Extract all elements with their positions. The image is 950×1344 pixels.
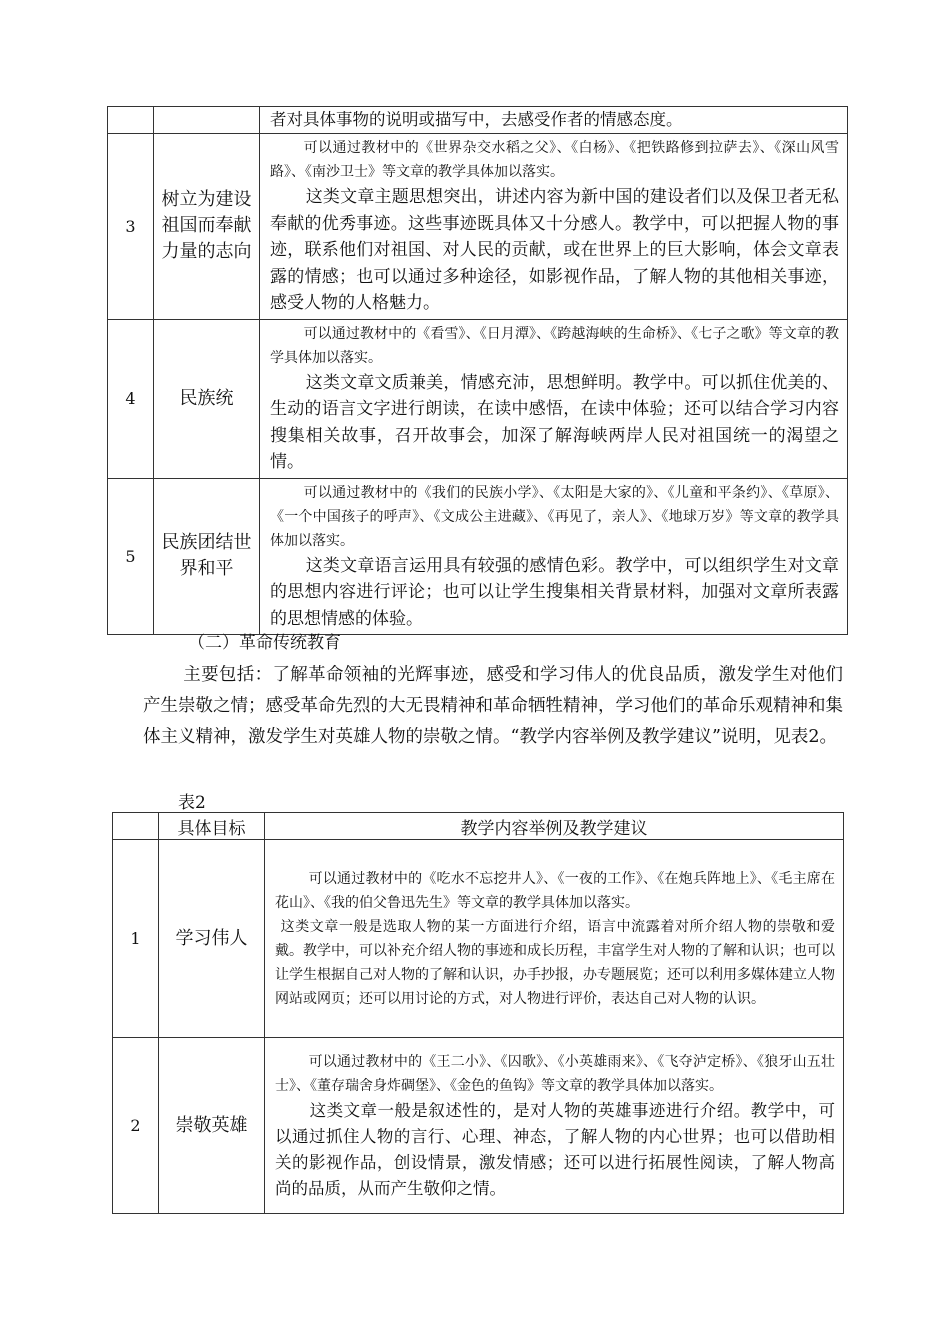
row-number [108, 107, 154, 134]
table-caption: 表2 [178, 793, 206, 813]
table-row [108, 319, 848, 478]
row-goal [154, 107, 260, 134]
content-suggestion: 这类文章语言运用具有较强的感情色彩。教学中，可以组织学生对文章的思想内容进行评论；也可以让学生搜集相关背景材料，加强对文章所表露的思想情感的体验。 [270, 555, 839, 629]
row-goal: 崇敬英雄 [159, 1038, 265, 1214]
section-heading: （二）革命传统教育 [188, 633, 341, 653]
content-examples: 可以通过教材中的《看雪》、《日月潭》、《跨越海峡的生命桥》、《七子之歌》等文章的教学具体加以落实。 [270, 325, 839, 366]
goals-table-2 [112, 812, 844, 1214]
content-suggestion: 这类文章文质兼美，情感充沛，思想鲜明。教学中。可以抓住优美的、生动的语言文字进行朗读，在读中感悟，在读中体验；还可以结合学习内容搜集相关故事，召开故事会，加深了解海峡两岸人民对祖国统一的渴望之情。 [270, 372, 839, 472]
row-number: 5 [108, 478, 154, 635]
table-header-row [113, 813, 844, 840]
content-examples: 可以通过教材中的《世界杂交水稻之父》、《白杨》、《把铁路修到拉萨去》、《深山风雪路》、《南沙卫士》等文章的教学具体加以落实。 [270, 140, 839, 180]
row-content [260, 478, 848, 635]
header-content: 教学内容举例及教学建议 [265, 813, 844, 840]
row-number: 4 [108, 319, 154, 478]
row-goal: 树立为建设祖国而奉献力量的志向 [154, 134, 260, 320]
content-examples: 可以通过教材中的《吃水不忘挖井人》、《一夜的工作》、《在炮兵阵地上》、《毛主席在花山》、《我的伯父鲁迅先生》等文章的教学具体加以落实。 [275, 870, 835, 911]
section-paragraph: 主要包括：了解革命领袖的光辉事迹，感受和学习伟人的优良品质，激发学生对他们产生崇敬之情；感受革命先烈的大无畏精神和革命牺牲精神，学习他们的革命乐观精神和集体主义精神，激发学生对英雄人物的崇敬之情。“教学内容举例及教学建议”说明，见表2。 [143, 665, 843, 747]
content-text: 者对具体事物的说明或描写中，去感受作者的情感态度。 [270, 110, 683, 129]
header-num [113, 813, 159, 840]
row-goal: 学习伟人 [159, 840, 265, 1038]
content-examples: 可以通过教材中的《我们的民族小学》、《太阳是大家的》、《儿童和平条约》、《草原》、《一个中国孩子的呼声》、《文成公主进藏》、《再见了，亲人》、《地球万岁》等文章的教学具体加以落实。 [270, 484, 839, 549]
table-row [108, 478, 848, 635]
row-number: 2 [113, 1038, 159, 1214]
content-suggestion: 这类文章主题思想突出，讲述内容为新中国的建设者们以及保卫者无私奉献的优秀事迹。这些事迹既具体又十分感人。教学中，可以把握人物的事迹，联系他们对祖国、对人民的贡献，或在世界上的巨大影响，体会文章表露的情感；也可以通过多种途径，如影视作品，了解人物的其他相关事迹，感受人物的人格魅力。 [270, 187, 839, 313]
table-row [113, 1038, 844, 1214]
row-content [260, 134, 848, 320]
row-content [265, 840, 844, 1038]
table-row [113, 840, 844, 1038]
content-suggestion: 这类文章一般是叙述性的，是对人物的英雄事迹进行介绍。教学中，可以通过抓住人物的言行、心理、神态，了解人物的内心世界；也可以借助相关的影视作品，创设情景，激发情感；还可以进行拓展性阅读，了解人物高尚的品质，从而产生敬仰之情。 [275, 1100, 835, 1198]
table-row [108, 107, 848, 134]
goals-table-1 [107, 106, 848, 635]
row-goal: 民族统 [154, 319, 260, 478]
row-content [260, 319, 848, 478]
row-content [260, 107, 848, 134]
table-row [108, 134, 848, 320]
row-number: 3 [108, 134, 154, 320]
row-goal: 民族团结世界和平 [154, 478, 260, 635]
content-suggestion: 这类文章一般是选取人物的某一方面进行介绍，语言中流露着对所介绍人物的崇敬和爱戴。教学中，可以补充介绍人物的事迹和成长历程，丰富学生对人物的了解和认识；也可以让学生根据自己对人物的了解和认识，办手抄报，办专题展览；还可以利用多媒体建立人物网站或网页；还可以用讨论的方式，对人物进行评价，表达自己对人物的认识。 [275, 918, 835, 1007]
row-content [265, 1038, 844, 1214]
content-examples: 可以通过教材中的《王二小》、《囚歌》、《小英雄雨来》、《飞夺泸定桥》、《狼牙山五壮士》、《董存瑞舍身炸碉堡》、《金色的鱼钩》等文章的教学具体加以落实。 [275, 1053, 835, 1094]
row-number: 1 [113, 840, 159, 1038]
header-goal: 具体目标 [159, 813, 265, 840]
